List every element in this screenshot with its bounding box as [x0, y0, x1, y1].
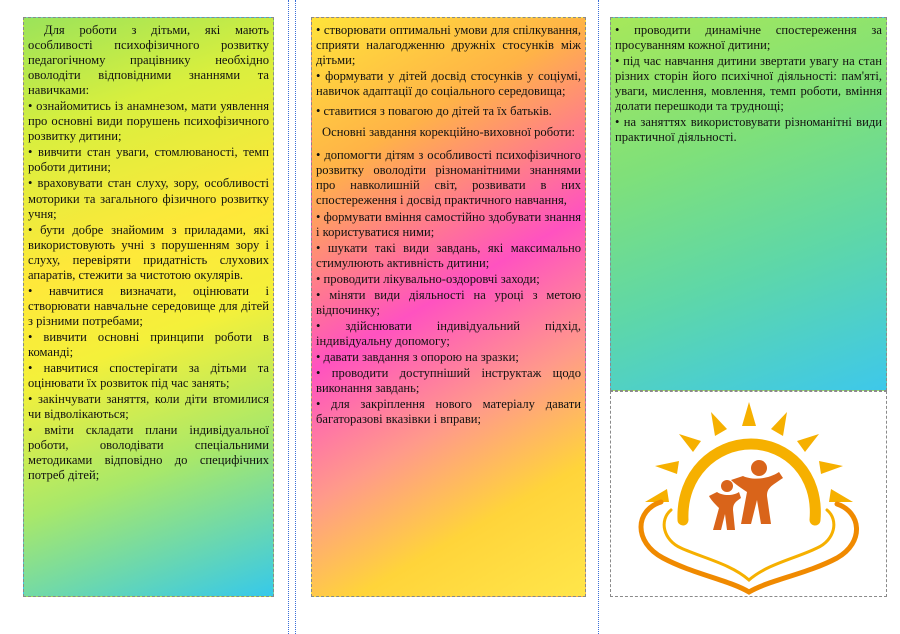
list-item: • вивчити стан уваги, стомлюваності, темп роботи дитини; — [28, 145, 269, 175]
list-item: • ознайомитись із анамнезом, мати уявлення про основні види порушень психофізичного розвитку дитини; — [28, 99, 269, 144]
list-item: • на заняттях використовувати різноманітні види практичної діяльності. — [615, 115, 882, 145]
list-item: • давати завдання з опорою на зразки; — [316, 349, 519, 364]
list-item: • шукати такі види завдань, які максимально стимулюють активність дитини; — [316, 240, 581, 270]
sun-heart-children-logo-icon — [611, 392, 886, 596]
list-item: • для закріплення нового матеріалу давати багаторазові вказівки і вправи; — [316, 397, 581, 427]
text-column-skills — [23, 17, 274, 597]
list-item: • міняти види діяльності на уроці з метою відпочинку; — [316, 287, 581, 317]
list-item: • бути добре знайомим з приладами, які використовують учні з порушенням зору і слуху, перевіряти придатність слухових апаратів, стежити за чистотою окулярів. — [28, 222, 269, 282]
column-divider-right — [598, 0, 599, 634]
column-divider-left — [288, 0, 289, 634]
list-item: • враховувати стан слуху, зору, особливості моторики та загального фізичного розвитку учня; — [28, 176, 269, 221]
list-item: • проводити лікувально-оздоровчі заходи; — [316, 271, 540, 286]
logo-frame — [610, 391, 887, 597]
list-item: • формувати вміння самостійно здобувати знання і користуватися ними; — [316, 209, 581, 239]
list-item: • створювати оптимальні умови для спілкування, сприяти налагодженню дружніх стосунків між дітьми; — [316, 23, 581, 68]
column-divider-mid — [295, 0, 296, 634]
list-item: • вміти складати плани індивідуальної роботи, оволодівати спеціальними методиками відповідно до специфічних потреб дітей; — [28, 423, 269, 483]
text-column-tasks — [311, 17, 586, 597]
list-item: • під час навчання дитини звертати увагу на стан різних сторін його психічної діяльності: пам'яті, уваги, мислення, мовлення, темп роботи, вміння долати перешкоди та труднощі; — [615, 54, 882, 114]
section-heading: Основні завдання корекційно-виховної роботи: — [322, 125, 575, 140]
list-item: • допомогти дітям з особливості психофізичного розвитку оволодіти різноманітними знаннями про навколишній світ, розвивати в них спостереження і досвід практичного навчання, — [316, 148, 581, 208]
list-item: • ставитися з повагою до дітей та їх батьків. — [316, 104, 552, 119]
intro-paragraph: Для роботи з дітьми, які мають особливості психофізичного розвитку педагогічному працівнику необхідно оволодіти відповідними знаннями та навичками: — [28, 23, 269, 98]
list-item: • проводити динамічне спостереження за просуванням кожної дитини; — [615, 23, 882, 53]
list-item: • закінчувати заняття, коли діти втомилися чи відволікаються; — [28, 392, 269, 422]
list-item: • навчитися визначати, оцінювати і створювати навчальне середовище для дітей з різними потребами; — [28, 283, 269, 328]
list-item: • формувати у дітей досвід стосунків у соціумі, навичок адаптації до соціального середовища; — [316, 69, 581, 99]
list-item: • вивчити основні принципи роботи в команді; — [28, 329, 269, 359]
list-item: • проводити доступніший інструктаж щодо виконання завдань; — [316, 365, 581, 396]
list-item: • здійснювати індивідуальний підхід, індивідуальну допомогу; — [316, 318, 581, 348]
list-item: • навчитися спостерігати за дітьми та оцінювати їх розвиток під час занять; — [28, 361, 269, 391]
text-column-observation — [610, 17, 887, 391]
